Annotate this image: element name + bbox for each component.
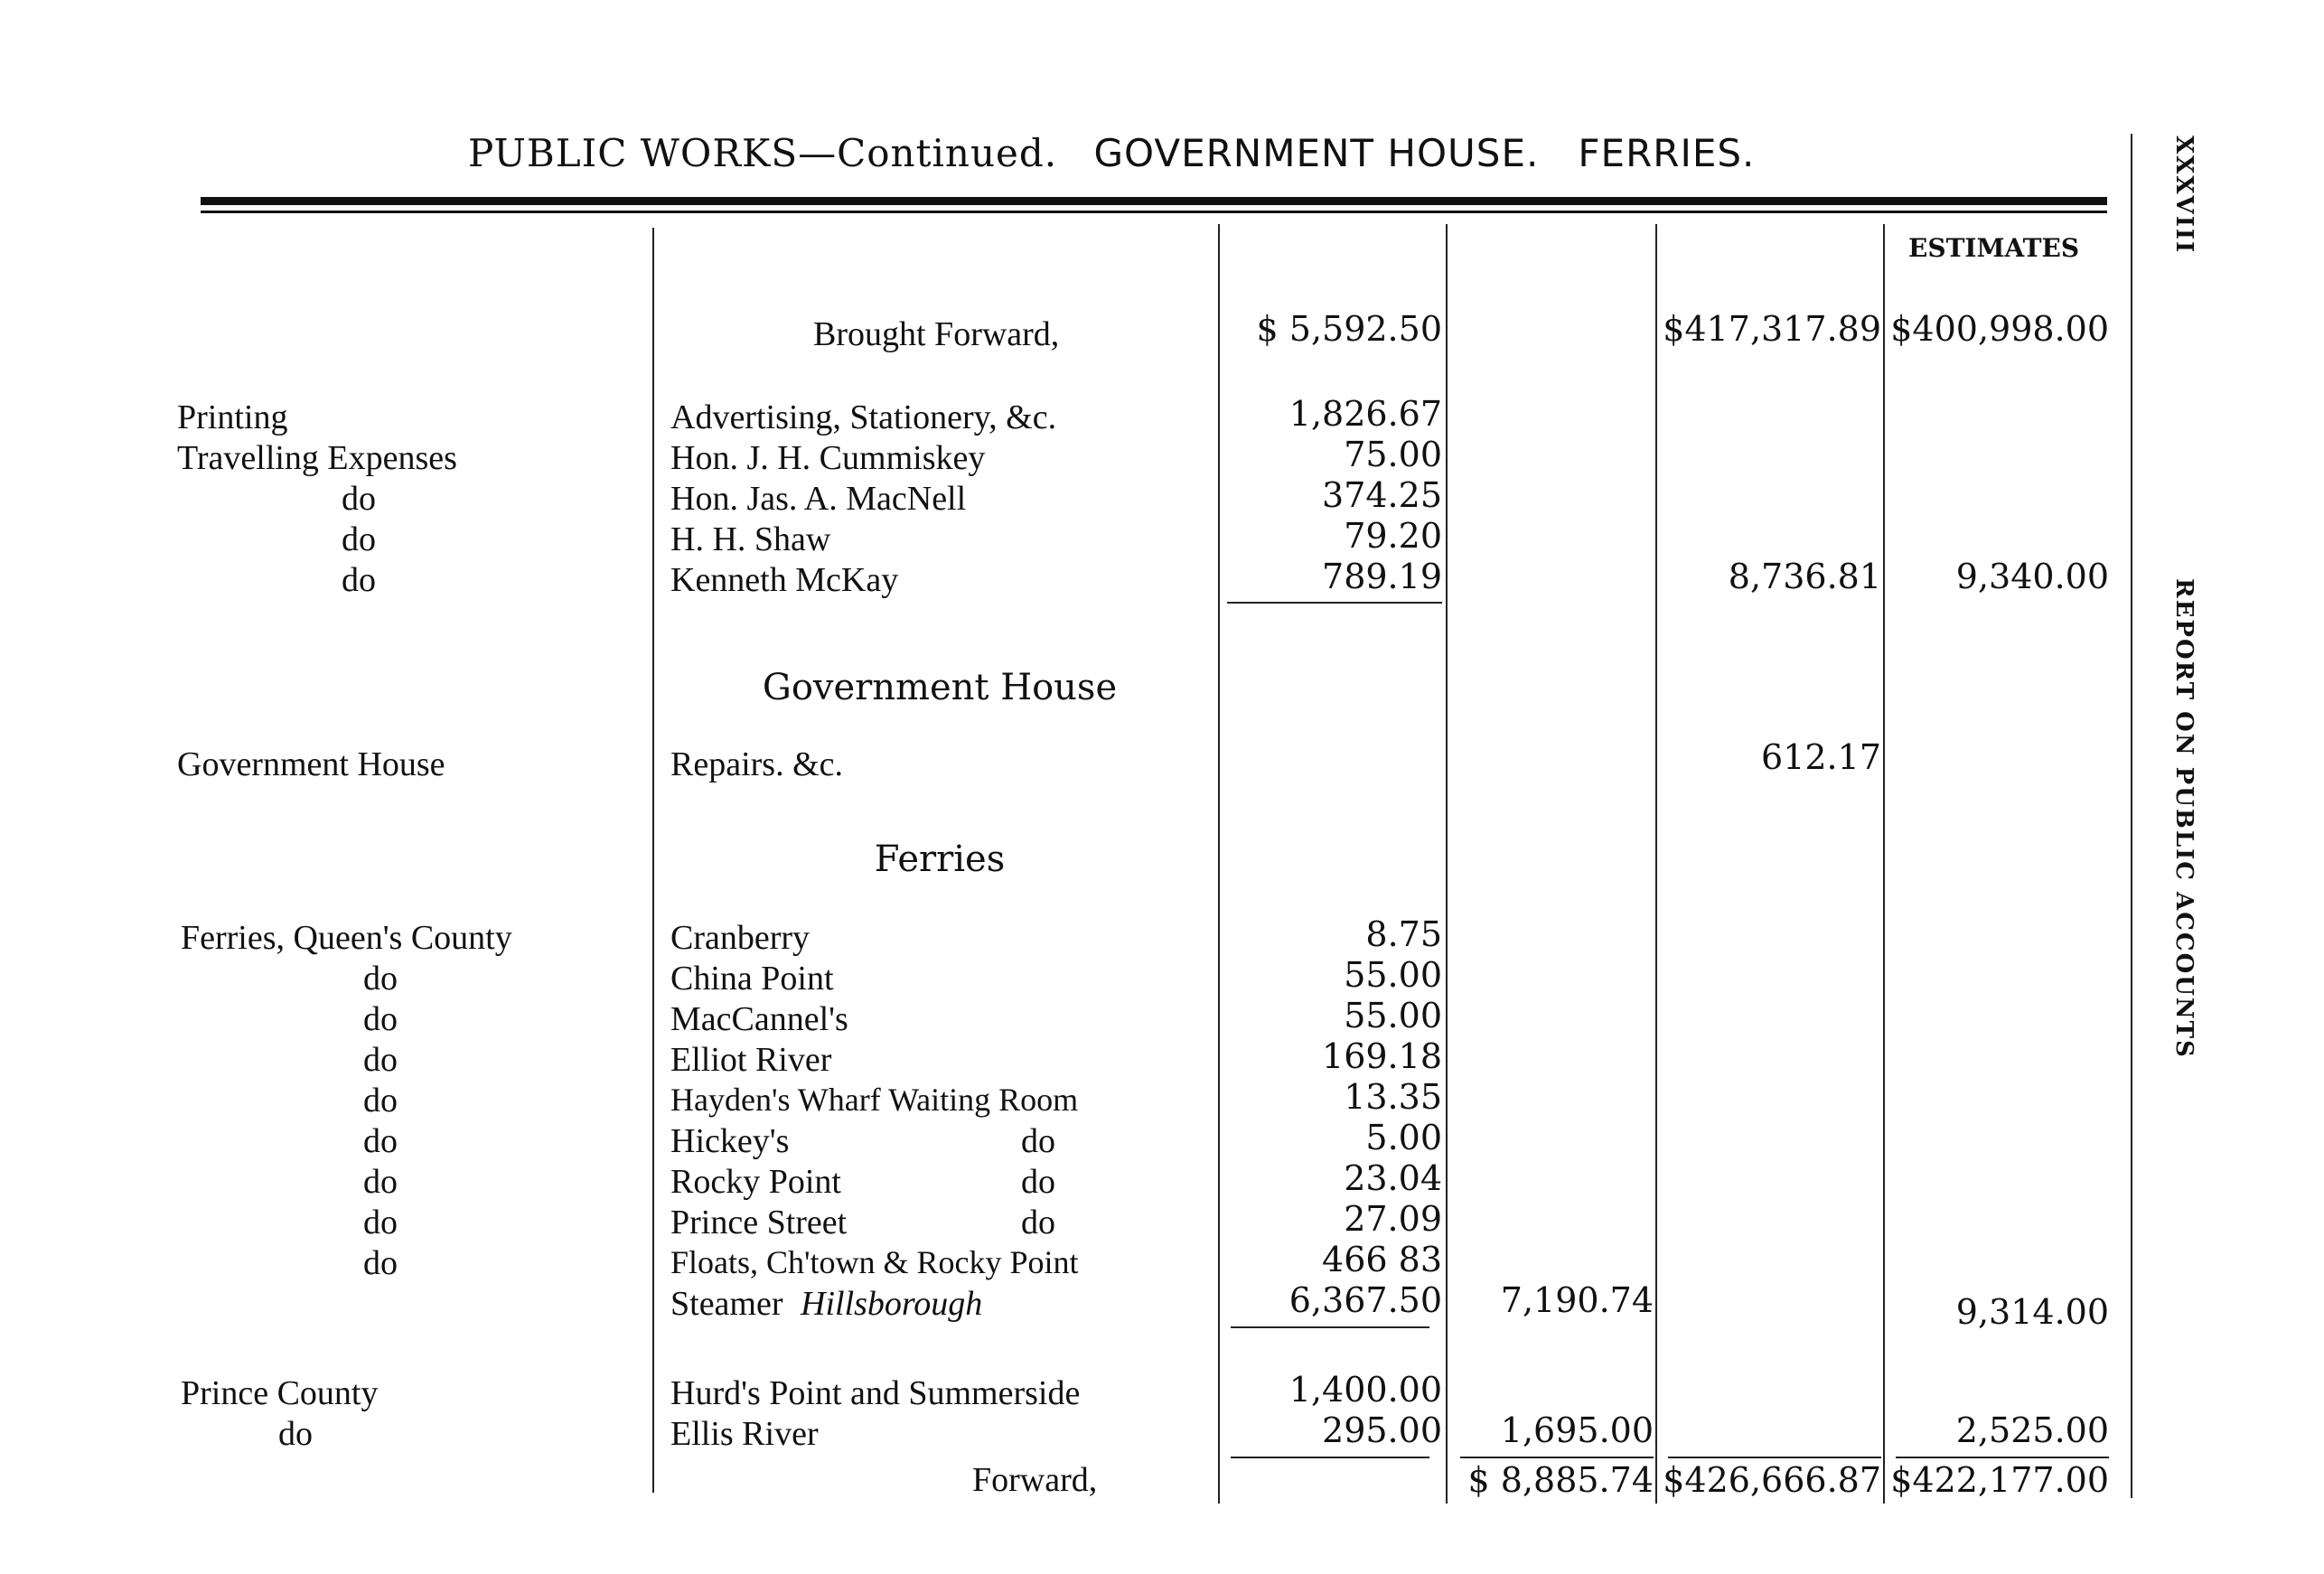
title-prefix: PUBLIC WORKS—Continued. — [468, 131, 1058, 175]
row-description: Advertising, Stationery, &c. — [670, 398, 1057, 436]
row-ditto: do — [1021, 1204, 1055, 1241]
row-description: Prince Street — [670, 1204, 848, 1241]
prince-total-col2: 1,695.00 — [1500, 1410, 1654, 1450]
row-category: do — [342, 520, 376, 558]
row-amount: 5.00 — [1365, 1118, 1442, 1157]
prince-total-col4: 2,525.00 — [1955, 1410, 2109, 1450]
row-amount: 466 83 — [1322, 1240, 1442, 1279]
forward-col3: $426,666.87 — [1663, 1460, 1881, 1500]
row-amount: 55.00 — [1344, 996, 1442, 1035]
brought-forward-label: Brought Forward, — [813, 315, 1060, 353]
row-amount: 374.25 — [1322, 475, 1442, 515]
brought-forward-col3: $417,317.89 — [1663, 309, 1881, 349]
col-rule-2 — [1446, 224, 1448, 1504]
row-category: Government House — [177, 745, 445, 783]
sum-rule — [1231, 1457, 1429, 1458]
row-amount: 295.00 — [1322, 1410, 1442, 1450]
row-ditto: do — [1021, 1122, 1055, 1160]
col-rule-desc — [652, 228, 654, 1493]
col-rule-4 — [1883, 224, 1885, 1504]
row-description: Ellis River — [670, 1415, 819, 1453]
row-description: Floats, Ch'town & Rocky Point — [670, 1244, 1079, 1280]
row-amount: 1,400.00 — [1289, 1370, 1442, 1410]
row-amount: 169.18 — [1322, 1036, 1442, 1076]
row-description: Elliot River — [670, 1041, 832, 1079]
row-category: Ferries, Queen's County — [181, 919, 512, 957]
side-divider — [2131, 134, 2132, 1498]
row-category: do — [363, 1163, 398, 1201]
steamer-name: Hillsborough — [801, 1285, 983, 1323]
steamer-prefix: Steamer — [670, 1285, 783, 1323]
row-category: Printing — [177, 398, 288, 436]
row-amount: 1,826.67 — [1289, 394, 1442, 434]
row-description: Cranberry — [670, 919, 811, 957]
steamer-description — [670, 1284, 982, 1324]
row-category: do — [363, 1000, 398, 1038]
sum-rule — [1227, 602, 1442, 604]
row-description: Hayden's Wharf Waiting Room — [670, 1082, 1079, 1118]
row-amount: 6,367.50 — [1289, 1280, 1442, 1320]
row-amount: 8.75 — [1365, 914, 1442, 954]
row-ditto: do — [1021, 1163, 1055, 1201]
row-col3: 612.17 — [1761, 737, 1881, 777]
row-amount: 75.00 — [1344, 435, 1442, 474]
page-title — [468, 131, 1755, 175]
section-heading-government-house: Government House — [762, 667, 1118, 708]
row-category: do — [363, 1122, 398, 1160]
row-category: do — [363, 1244, 398, 1282]
row-category: do — [342, 480, 376, 518]
sum-rule — [1668, 1457, 1881, 1458]
subtotal-col3: 8,736.81 — [1728, 557, 1881, 596]
running-title: REPORT ON PUBLIC ACCOUNTS — [2170, 578, 2197, 1059]
queens-total-col2: 7,190.74 — [1500, 1280, 1654, 1320]
estimates-heading: ESTIMATES — [1908, 233, 2080, 263]
row-category: Prince County — [181, 1374, 379, 1412]
row-amount: 27.09 — [1344, 1199, 1442, 1239]
sum-rule — [1231, 1326, 1429, 1328]
brought-forward-col4: $400,998.00 — [1890, 309, 2109, 349]
row-category: do — [278, 1415, 313, 1453]
row-category: do — [363, 1204, 398, 1241]
forward-col4: $422,177.00 — [1890, 1460, 2109, 1500]
row-category: do — [363, 960, 398, 998]
row-description: Hon. Jas. A. MacNell — [670, 480, 967, 518]
sum-rule — [1896, 1457, 2109, 1458]
subtotal-col4: 9,340.00 — [1955, 557, 2109, 596]
col-rule-3 — [1655, 224, 1657, 1504]
forward-col2: $ 8,885.74 — [1467, 1460, 1654, 1500]
row-description: MacCannel's — [670, 1000, 848, 1038]
section-heading-ferries: Ferries — [874, 839, 1006, 880]
row-description: Hickey's — [670, 1122, 790, 1160]
row-amount: 789.19 — [1322, 557, 1442, 596]
header-rule-thick — [201, 197, 2107, 205]
row-description: Rocky Point — [670, 1163, 841, 1201]
title-sections: GOVERNMENT HOUSE. FERRIES. — [1093, 131, 1756, 175]
row-category: Travelling Expenses — [177, 439, 457, 477]
row-amount: 55.00 — [1344, 955, 1442, 995]
row-description: Repairs. &c. — [670, 745, 844, 783]
row-category: do — [363, 1041, 398, 1079]
forward-label: Forward, — [972, 1461, 1098, 1499]
header-rule-thin — [201, 211, 2107, 213]
row-category: do — [342, 561, 376, 599]
row-description: China Point — [670, 960, 834, 998]
row-description: Hon. J. H. Cummiskey — [670, 439, 986, 477]
row-description: Hurd's Point and Summerside — [670, 1374, 1081, 1412]
row-category: do — [363, 1082, 398, 1120]
page-numeral: XXXVIII — [2170, 136, 2197, 255]
row-description: H. H. Shaw — [670, 520, 831, 558]
sum-rule — [1460, 1457, 1654, 1458]
row-amount: 23.04 — [1344, 1158, 1442, 1198]
row-amount: 79.20 — [1344, 516, 1442, 556]
row-amount: 13.35 — [1344, 1077, 1442, 1117]
row-description: Kenneth McKay — [670, 561, 899, 599]
queens-total-col4: 9,314.00 — [1955, 1292, 2109, 1332]
brought-forward-col1: $ 5,592.50 — [1256, 309, 1442, 349]
